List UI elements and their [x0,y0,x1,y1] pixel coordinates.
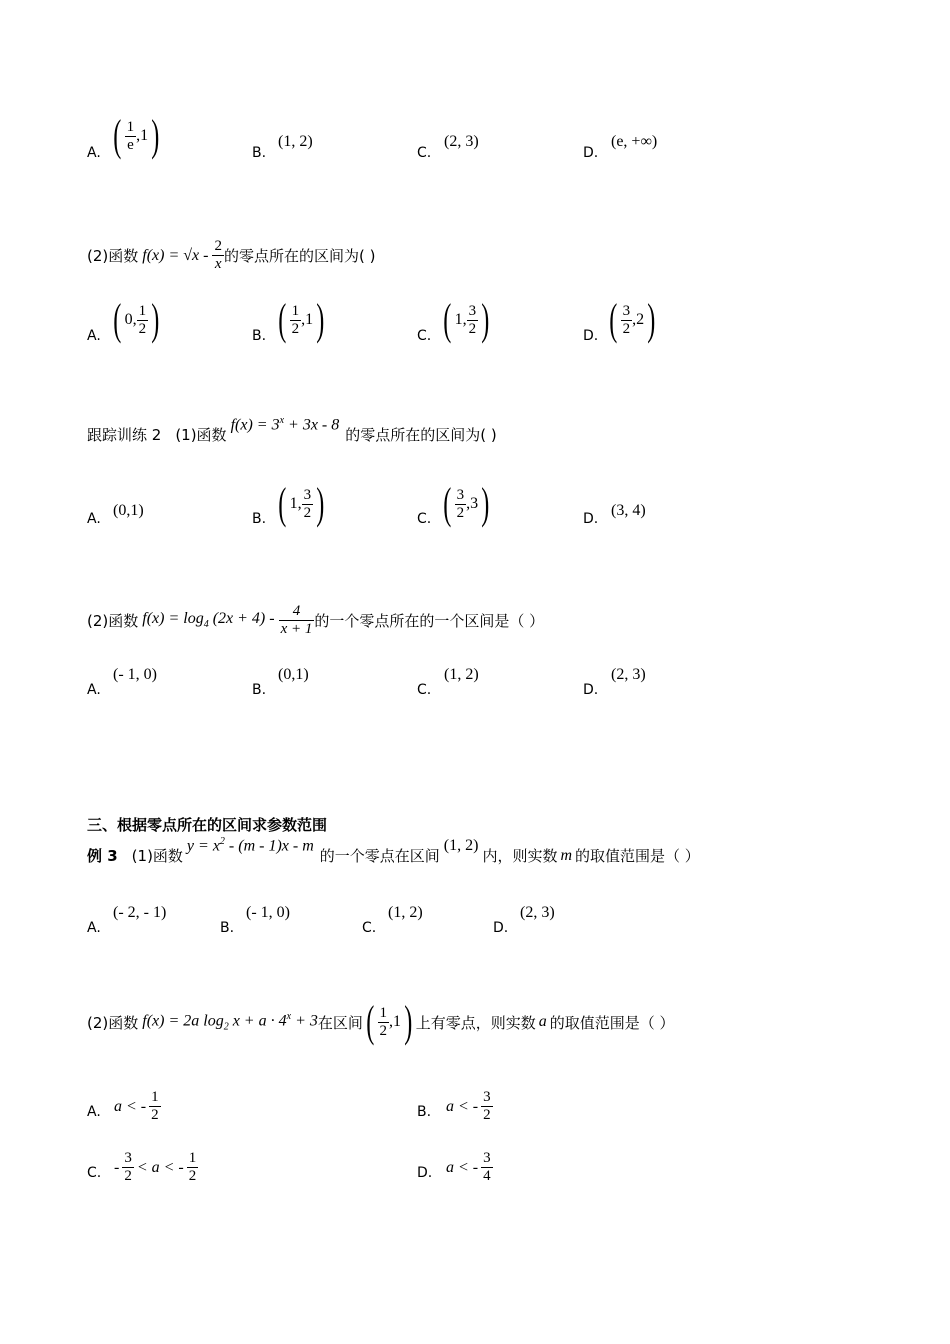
option-d-value: (3, 4) [611,502,646,519]
frac-numerator: 3 [468,302,477,319]
section-heading: 三、根据零点所在的区间求参数范围 [87,816,328,834]
option-a-value: (0,1) [113,502,144,519]
frac-denominator: 4 [483,1168,491,1184]
frac-denominator: 2 [468,320,477,337]
option-b-value: (0,1) [278,666,309,683]
variable: a [538,1013,547,1030]
formula-main: f(x) = log [142,610,204,628]
option-b-label: B. [220,920,235,936]
question-2 [87,238,375,273]
option-d-label: D. [417,1165,433,1181]
option-a-value: (- 1, 0) [113,666,157,683]
frac-numerator: 3 [483,1089,491,1105]
frac-denominator: 2 [303,504,312,521]
formula-constant: + 3 [291,1012,318,1030]
option-b-value: (1, 2) [278,133,313,150]
frac-numerator: 2 [214,238,222,254]
option-d-value [446,1150,493,1185]
option-c-label: C. [417,511,432,527]
frac-denominator: 2 [483,1107,491,1123]
option-a-value: ( $\frac{1}{e}$ ,1 ) [113,111,160,160]
example-title: 例 3 [87,847,118,865]
frac-numerator: 1 [379,1004,388,1021]
question-end: 的取值范围是（ ） [549,1013,675,1032]
tracking-exercise-2 [87,414,497,445]
question-mid: 在区间 [317,1013,363,1032]
option-d-label: D. [583,682,599,698]
option-b-value [446,1089,493,1124]
inequality-middle: < a < - [136,1158,184,1176]
question-end: 的取值范围是（ ） [575,847,700,865]
option-b-value: (- 1, 0) [246,904,290,921]
frac-numerator: 1 [151,1089,159,1105]
option-d-value: (2, 3) [520,904,555,921]
frac-numerator: 3 [456,486,465,503]
inequality-prefix: a < - [446,1097,479,1115]
option-c-label: C. [417,328,432,344]
question-prefix: (2)函数 [87,247,139,265]
frac-numerator: 3 [303,486,312,503]
option-c-value: (1, 2) [388,904,423,921]
exponent: x [279,414,285,426]
option-b-label: B. [252,145,267,161]
option-d-value: (e, +∞) [611,133,658,150]
frac-numerator: 3 [124,1150,132,1166]
formula-main: y = x [186,837,220,855]
option-c-label: C. [362,920,377,936]
option-a-rest: ,1 [136,127,149,144]
frac-denominator: x + 1 [280,621,313,637]
frac-denominator: 2 [456,504,465,521]
frac-denominator: 2 [151,1107,159,1123]
question-prefix: (2)函数 [87,1013,139,1032]
option-a-label: A. [87,328,101,344]
question-suffix: 的零点所在的区间为( ) [345,426,497,444]
example-3 [87,835,700,866]
variable: m [560,846,573,864]
exponent: x [286,1011,292,1023]
inequality-prefix: a < - [446,1158,479,1176]
log-base: 4 [203,619,209,631]
interval-start: 1, [289,495,302,512]
frac-denominator: 2 [291,320,300,337]
frac-denominator: e [127,136,134,153]
frac-numerator: 3 [483,1150,491,1166]
function-expression [187,836,314,855]
frac-numerator: 1 [188,1150,197,1166]
interval-end: ,1 [389,1013,402,1030]
option-d-value: (2, 3) [611,666,646,683]
frac-denominator: 2 [138,320,147,337]
option-b-label: B. [417,1104,432,1120]
log-argument: (2x + 4) - [212,610,275,628]
option-d-label: D. [583,511,599,527]
question-suffix: 的零点所在的区间为( ) [223,247,376,265]
interval-start: 0, [124,311,137,328]
option-d-label: D. [583,328,599,344]
option-c-label: C. [417,145,432,161]
option-c-value: (1, 2) [444,666,479,683]
formula-main: f(x) = 2a log [142,1012,224,1030]
option-a-label: A. [87,145,101,161]
option-c-value [114,1150,198,1185]
option-a-label: A. [87,920,101,936]
option-a-label: A. [87,511,101,527]
frac-numerator: 1 [291,302,300,319]
frac-denominator: 2 [188,1168,197,1184]
option-b-label: B. [252,328,267,344]
exercise-title: 跟踪训练 2 [87,426,162,444]
option-a-value: (- 2, - 1) [113,904,167,921]
formula-rest: + 3x - 8 [284,416,340,434]
function-expression [142,1011,318,1033]
question-prefix: (2)函数 [87,612,139,630]
option-a-label: A. [87,682,101,698]
interval: (1, 2) [443,836,479,854]
question-suffix: 的一个零点所在的一个区间是（ ） [314,612,545,630]
question-mid: 的一个零点在区间 [319,847,440,865]
option-c-label: C. [87,1165,102,1181]
function-expression [142,610,274,630]
formula-rest: - (m - 1)x - m [224,837,314,855]
inequality-prefix: a < - [114,1097,147,1115]
interval-end: ,2 [632,311,645,328]
frac-numerator: 4 [279,603,315,621]
interval-end: ,3 [466,495,479,512]
frac-denominator: x [214,256,222,272]
frac-denominator: 2 [379,1022,388,1039]
option-d-label: D. [583,145,599,161]
frac-numerator: 1 [138,302,147,319]
frac-numerator: 1 [126,118,135,135]
option-a-value: ( 0, $\frac{1}{2}$ ) [113,295,160,344]
option-c-value: (2, 3) [444,133,479,150]
frac-numerator: 3 [622,302,631,319]
option-c-value: ( 1, $\frac{3}{2}$ ) [443,295,490,344]
question-after: 内，则实数 [482,847,558,865]
option-b-label: B. [252,682,267,698]
option-a-label: A. [87,1104,101,1120]
option-c-label: C. [417,682,432,698]
formula-main: f(x) = 3 [230,416,280,434]
option-b-label: B. [252,511,267,527]
formula-rest: x + a · 4 [228,1012,287,1030]
function-expression [231,415,340,434]
question-t2-part2 [87,603,544,638]
question-ex3-part2: (2)函数 f(x) = 2a $\log_2 x + a \cdot 4^x + 3$ 在区间 ( $\frac{1}{2}$ ,1 ) 上有零点，则实数 a 的取值范围是（ ） [87,997,675,1046]
option-c-value: ( $\frac{3}{2}$ ,3 ) [443,479,490,528]
exponent: 2 [219,835,225,847]
interval-end: ,1 [301,311,314,328]
question-after: 上有零点，则实数 [415,1013,536,1032]
option-d-value: ( $\frac{3}{2}$ ,2 ) [609,295,656,344]
log-base: 2 [223,1021,229,1033]
frac-denominator: 2 [622,320,631,337]
frac-denominator: 2 [124,1168,132,1184]
inequality-sign: - [114,1158,120,1176]
question-prefix: (1)函数 [131,847,183,865]
option-a-value [114,1089,161,1124]
question-prefix: (1)函数 [175,426,227,444]
option-d-label: D. [493,920,509,936]
function-expression: f(x) = √x - [142,246,209,264]
option-b-value: ( $\frac{1}{2}$ ,1 ) [278,295,325,344]
option-b-value: ( 1, $\frac{3}{2}$ ) [278,479,325,528]
interval-start: 1, [454,311,467,328]
